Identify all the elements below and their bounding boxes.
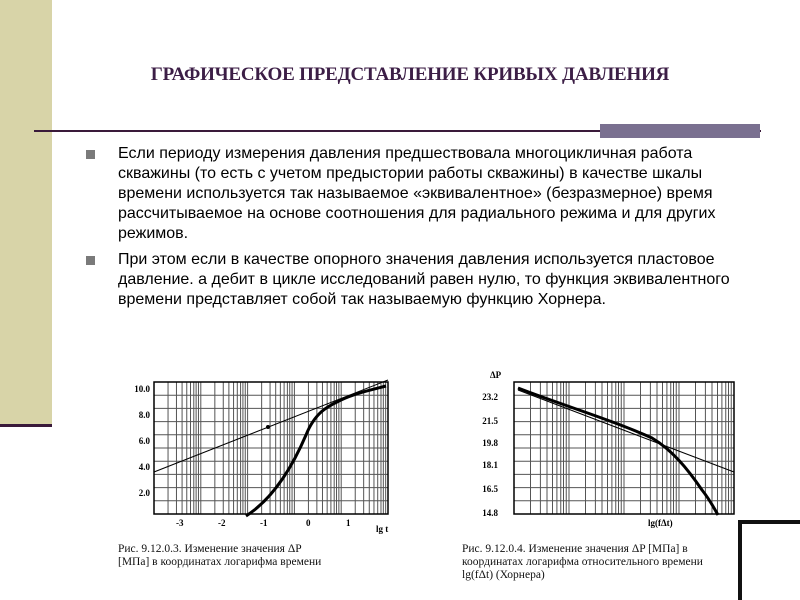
figure-pressure-vs-log-time (96, 360, 396, 600)
bullet-text: При этом если в качестве опорного значения давления используется пластовое давление. а дебит в цикле исследований равен нулю, то функция эквивалентного времени представляет собой так называемую функцию Хорнера. (118, 251, 730, 308)
bullet-item (86, 144, 756, 244)
x-axis-label: lg(fΔt) (648, 518, 673, 528)
caption-line: Рис. 9.12.0.4. Изменение значения ΔP [МПа] в (462, 543, 688, 555)
decorative-edge-line (738, 520, 800, 524)
square-bullet-icon (86, 256, 95, 265)
x-tick-label: -3 (176, 518, 184, 528)
y-axis-label: ΔP (490, 370, 502, 380)
y-tick-label: 6.0 (138, 436, 150, 446)
x-axis-label: lg t (376, 524, 389, 534)
figure-left-caption (118, 543, 418, 569)
decorative-side-bar (0, 0, 52, 424)
x-tick-label: 0 (306, 518, 311, 528)
bullet-list (86, 144, 756, 316)
y-tick-label: 18.1 (482, 460, 498, 470)
y-tick-label: 2.0 (138, 488, 150, 498)
caption-line: Рис. 9.12.0.3. Изменение значения ΔP (118, 543, 302, 555)
decorative-edge-line (738, 520, 742, 600)
y-tick-label: 19.8 (482, 438, 498, 448)
slide-title: ГРАФИЧЕСКОЕ ПРЕДСТАВЛЕНИЕ КРИВЫХ ДАВЛЕНИЯ (150, 64, 670, 85)
y-tick-label: 8.0 (138, 410, 150, 420)
figure-pressure-vs-horner-time (462, 360, 762, 600)
y-tick-label: 14.8 (482, 508, 498, 518)
trend-line (518, 390, 734, 472)
bullet-text: Если периоду измерения давления предшествовала многоцикличная работа скважины (то есть с учетом предыстории работы скважины) в качестве шкалы времени используется так называемое «эквивалентное» (безразмерное) время рассчитываемое на основе соотношения для радиального режима и для других режимов. (118, 145, 716, 242)
y-tick-label: 16.5 (482, 484, 498, 494)
x-tick-label: 1 (346, 518, 351, 528)
caption-line: [МПа] в координатах логарифма времени (118, 556, 322, 568)
pressure-curve (246, 386, 386, 516)
y-tick-label: 10.0 (134, 384, 150, 394)
y-tick-label: 23.2 (482, 392, 498, 402)
figure-right-plot (462, 360, 772, 540)
x-tick-label: -2 (218, 518, 226, 528)
caption-line: координатах логарифма относительного времени (462, 556, 703, 568)
x-tick-label: -1 (260, 518, 268, 528)
decorative-side-line (0, 424, 52, 427)
figure-left-plot (96, 360, 396, 540)
title-divider-block (600, 124, 760, 138)
data-marker (266, 425, 270, 429)
figure-right-caption (462, 543, 772, 582)
square-bullet-icon (86, 150, 95, 159)
y-tick-label: 21.5 (482, 416, 498, 426)
caption-line: lg(fΔt) (Хорнера) (462, 569, 545, 581)
y-tick-label: 4.0 (138, 462, 150, 472)
bullet-item (86, 250, 756, 310)
